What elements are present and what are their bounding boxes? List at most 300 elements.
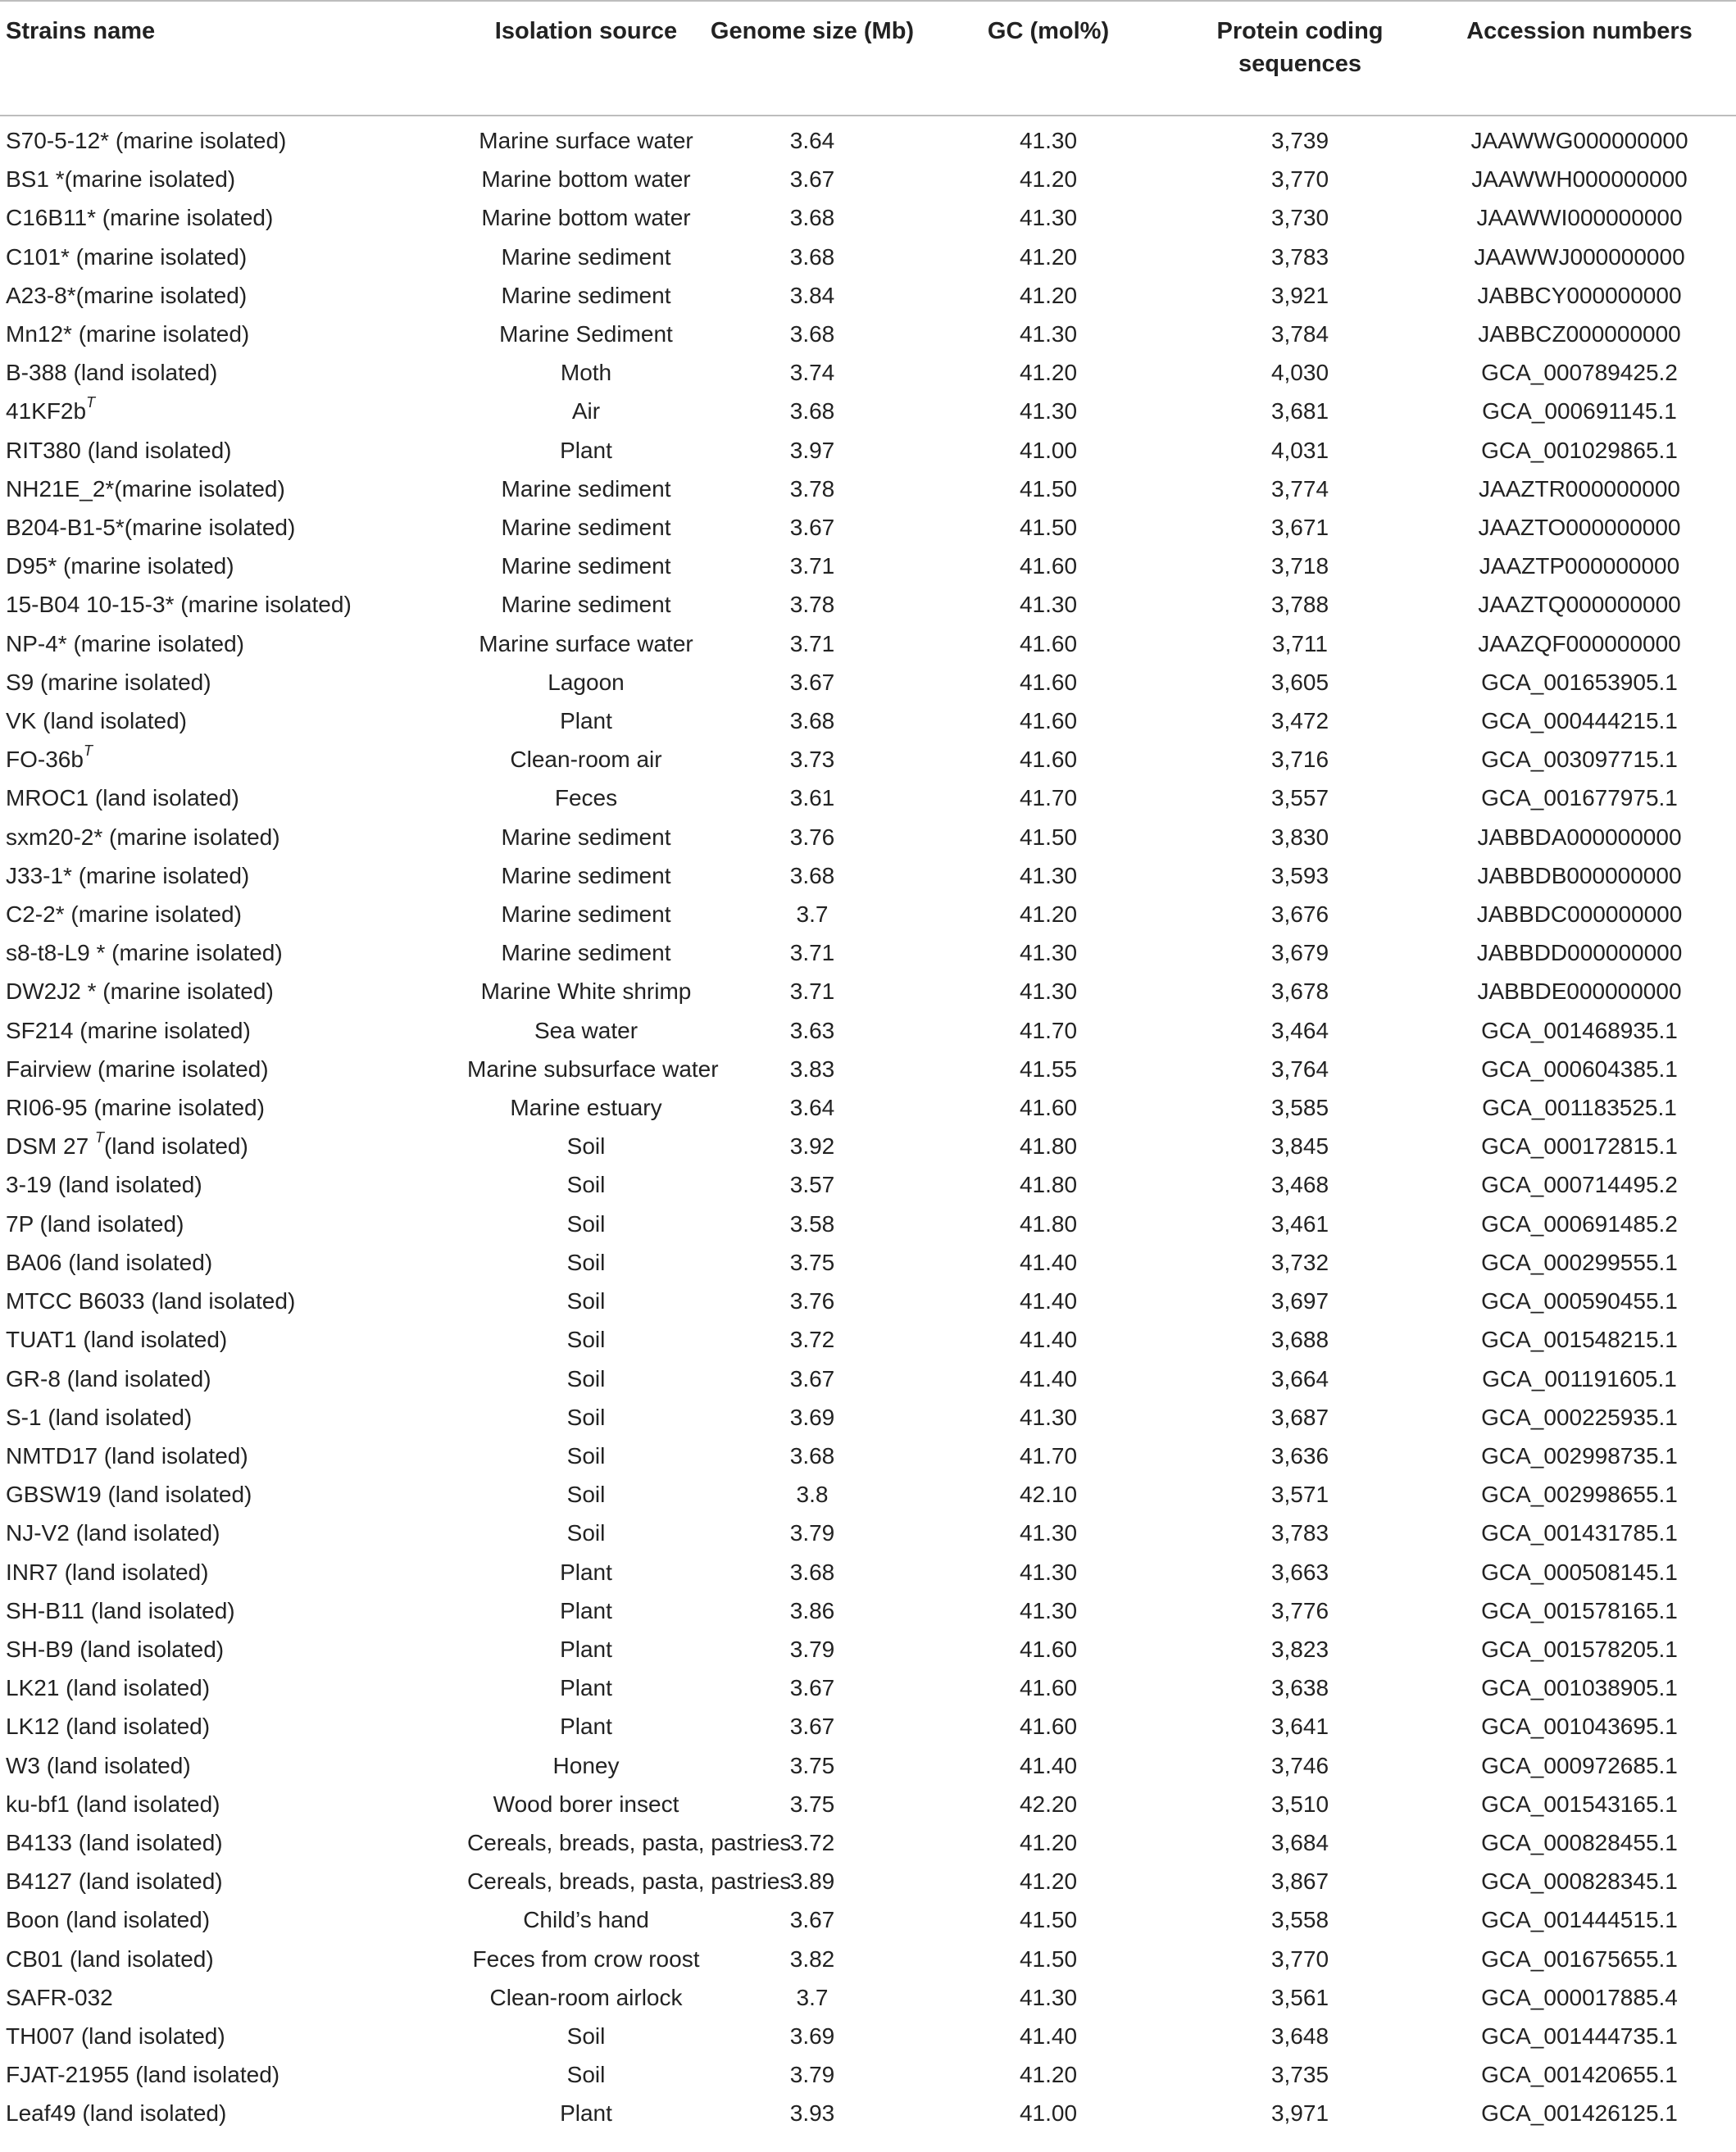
cell-accession: GCA_001543165.1 <box>1481 1791 1678 1817</box>
table-row <box>0 2017 1736 2055</box>
strain-name-text: INR7 (land isolated) <box>6 1559 209 1585</box>
cell-genome-size: 3.68 <box>789 1442 835 1469</box>
cell-genome-size: 3.68 <box>789 243 835 270</box>
cell-protein-count: 3,681 <box>1270 398 1329 424</box>
table-body <box>0 116 1736 2133</box>
cell-genome-size: 3.71 <box>789 553 835 579</box>
cell-gc: 41.50 <box>1019 1907 1078 1933</box>
cell-strain-name <box>0 508 467 547</box>
cell-gc: 41.40 <box>1019 2023 1078 2049</box>
cell-gc: 41.60 <box>1019 1714 1078 1740</box>
table-row <box>0 1050 1736 1088</box>
cell-isolation-source: Clean-room air <box>510 747 662 773</box>
strain-name-text: D95* (marine isolated) <box>6 553 234 579</box>
cell-isolation-source: Soil <box>566 2062 606 2088</box>
strain-name-text: B4133 (land isolated) <box>6 1829 223 1855</box>
cell-genome-size: 3.67 <box>789 1907 835 1933</box>
cell-isolation-source: Cereals, breads, pasta, pastries <box>467 1829 792 1855</box>
strain-name-text: 7P (land isolated) <box>6 1210 184 1237</box>
strain-name-text: SF214 (marine isolated) <box>6 1017 251 1043</box>
cell-isolation-source: Soil <box>566 1404 606 1430</box>
cell-strain-name <box>0 276 467 315</box>
table-row <box>0 392 1736 430</box>
cell-accession: JABBDA000000000 <box>1477 824 1682 850</box>
cell-accession: JABBDD000000000 <box>1476 940 1683 966</box>
table-row <box>0 1707 1736 1746</box>
cell-strain-name <box>0 895 467 933</box>
cell-genome-size: 3.68 <box>789 862 835 888</box>
strain-name-text: VK (land isolated) <box>6 708 188 734</box>
cell-protein-count: 3,739 <box>1270 128 1329 153</box>
cell-isolation-source: Soil <box>566 1249 606 1275</box>
cell-isolation-source: Marine sediment <box>501 243 671 270</box>
cell-genome-size: 3.64 <box>789 128 835 153</box>
cell-strain-name <box>0 1862 467 1900</box>
header-strain: Strains name <box>0 1 467 116</box>
cell-accession: GCA_001426125.1 <box>1481 2100 1678 2127</box>
strain-name-text: CB01 (land isolated) <box>6 1945 214 1972</box>
cell-gc: 41.60 <box>1019 1675 1078 1701</box>
cell-genome-size: 3.93 <box>789 2100 835 2127</box>
cell-isolation-source: Child’s hand <box>523 1907 649 1933</box>
table-row <box>0 1127 1736 1165</box>
cell-isolation-source: Marine sediment <box>501 515 671 541</box>
cell-isolation-source: Plant <box>560 1636 612 1662</box>
cell-accession: GCA_002998655.1 <box>1481 1482 1678 1508</box>
cell-isolation-source: Soil <box>566 1133 606 1160</box>
cell-strain-name <box>0 1553 467 1591</box>
cell-strain-name <box>0 470 467 508</box>
cell-genome-size: 3.68 <box>789 321 835 347</box>
strain-name-text: C101* (marine isolated) <box>6 243 248 270</box>
cell-genome-size: 3.57 <box>789 1172 835 1198</box>
cell-gc: 41.30 <box>1019 321 1078 347</box>
table-row <box>0 779 1736 817</box>
cell-accession: GCA_000789425.2 <box>1481 360 1678 386</box>
cell-isolation-source: Marine White shrimp <box>480 978 692 1005</box>
strain-name-text: TH007 (land isolated) <box>6 2023 225 2049</box>
cell-protein-count: 3,716 <box>1270 747 1329 773</box>
cell-gc: 41.30 <box>1019 1520 1078 1546</box>
cell-protein-count: 3,718 <box>1270 553 1329 579</box>
cell-protein-count: 3,823 <box>1270 1636 1329 1662</box>
cell-isolation-source: Plant <box>560 1597 612 1623</box>
cell-genome-size: 3.75 <box>789 1752 835 1778</box>
cell-accession: GCA_003097715.1 <box>1481 747 1678 773</box>
cell-gc: 41.30 <box>1019 940 1078 966</box>
cell-accession: JABBDE000000000 <box>1477 978 1682 1005</box>
cell-protein-count: 4,031 <box>1270 437 1329 463</box>
cell-strain-name <box>0 972 467 1010</box>
cell-gc: 41.60 <box>1019 553 1078 579</box>
cell-protein-count: 3,688 <box>1270 1327 1329 1353</box>
strain-name-text: SAFR-032 <box>6 1984 113 2010</box>
strain-name-text: A23-8*(marine isolated) <box>6 282 248 308</box>
cell-gc: 41.30 <box>1019 128 1078 153</box>
cell-genome-size: 3.7 <box>796 901 829 928</box>
strain-name-text: B204-B1-5*(marine isolated) <box>6 515 296 541</box>
table-row <box>0 1165 1736 1204</box>
cell-strain-name <box>0 779 467 817</box>
cell-genome-size: 3.7 <box>796 1984 829 2010</box>
cell-strain-name <box>0 1437 467 1475</box>
strain-name-text: GBSW19 (land isolated) <box>6 1482 252 1508</box>
cell-gc: 41.30 <box>1019 862 1078 888</box>
type-strain-superscript: T <box>83 742 93 759</box>
cell-gc: 41.30 <box>1019 592 1078 618</box>
cell-isolation-source: Marine sediment <box>501 824 671 850</box>
strain-name-text: Mn12* (marine isolated) <box>6 321 250 347</box>
strain-name-text: ku-bf1 (land isolated) <box>6 1791 220 1817</box>
cell-strain-name <box>0 1785 467 1823</box>
strain-name-text: 3-19 (land isolated) <box>6 1172 202 1198</box>
header-accession: Accession numbers <box>1423 1 1736 116</box>
cell-gc: 41.50 <box>1019 1945 1078 1972</box>
table-row <box>0 1282 1736 1320</box>
table-row <box>0 2094 1736 2132</box>
table-row <box>0 1205 1736 1243</box>
cell-protein-count: 3,687 <box>1270 1404 1329 1430</box>
strain-name-text: RI06-95 (marine isolated) <box>6 1095 265 1121</box>
strain-name-text: SH-B11 (land isolated) <box>6 1597 235 1623</box>
cell-strain-name <box>0 624 467 663</box>
cell-genome-size: 3.68 <box>789 708 835 734</box>
cell-accession: GCA_000225935.1 <box>1481 1404 1678 1430</box>
cell-strain-name <box>0 933 467 972</box>
cell-accession: GCA_001191605.1 <box>1482 1365 1677 1392</box>
cell-genome-size: 3.79 <box>789 1520 835 1546</box>
strain-name-text: Leaf49 (land isolated) <box>6 2100 227 2127</box>
table-row <box>0 1668 1736 1707</box>
cell-protein-count: 3,593 <box>1270 862 1329 888</box>
cell-strain-name <box>0 740 467 779</box>
strain-name-text: sxm20-2* (marine isolated) <box>6 824 280 850</box>
cell-accession: JAAWWI000000000 <box>1476 205 1683 231</box>
cell-strain-name <box>0 1050 467 1088</box>
cell-isolation-source: Marine surface water <box>479 128 693 153</box>
cell-genome-size: 3.68 <box>789 205 835 231</box>
cell-protein-count: 3,510 <box>1270 1791 1329 1817</box>
cell-protein-count: 3,770 <box>1270 166 1329 193</box>
cell-protein-count: 3,461 <box>1270 1210 1329 1237</box>
cell-gc: 41.30 <box>1019 978 1078 1005</box>
cell-strain-name <box>0 1205 467 1243</box>
cell-accession: GCA_001420655.1 <box>1481 2062 1678 2088</box>
header-source: Isolation source <box>467 1 705 116</box>
cell-accession: GCA_000828345.1 <box>1481 1868 1678 1895</box>
cell-protein-count: 3,605 <box>1270 669 1329 695</box>
cell-accession: GCA_000691145.1 <box>1482 398 1677 424</box>
cell-genome-size: 3.68 <box>789 398 835 424</box>
cell-genome-size: 3.67 <box>789 515 835 541</box>
cell-accession: GCA_000299555.1 <box>1481 1249 1678 1275</box>
cell-strain-name <box>0 1514 467 1552</box>
cell-strain-name <box>0 1360 467 1398</box>
table-row <box>0 856 1736 895</box>
cell-strain-name <box>0 1282 467 1320</box>
cell-strain-name <box>0 1823 467 1862</box>
table-row <box>0 895 1736 933</box>
cell-protein-count: 3,558 <box>1270 1907 1329 1933</box>
cell-gc: 41.20 <box>1019 1829 1078 1855</box>
cell-strain-name <box>0 1243 467 1282</box>
strain-name-text: W3 (land isolated) <box>6 1752 191 1778</box>
cell-accession: GCA_001578205.1 <box>1481 1636 1678 1662</box>
cell-strain-name <box>0 585 467 624</box>
cell-protein-count: 3,730 <box>1270 205 1329 231</box>
cell-accession: GCA_000972685.1 <box>1481 1752 1678 1778</box>
cell-strain-name <box>0 198 467 237</box>
cell-strain-name <box>0 1011 467 1050</box>
header-row <box>0 1 1736 116</box>
cell-accession: JAAZTP000000000 <box>1479 553 1680 579</box>
cell-genome-size: 3.75 <box>789 1791 835 1817</box>
cell-protein-count: 3,585 <box>1270 1095 1329 1121</box>
cell-accession: JAAZTO000000000 <box>1478 515 1681 541</box>
table-row <box>0 585 1736 624</box>
cell-accession: GCA_001444735.1 <box>1481 2023 1678 2049</box>
cell-protein-count: 3,784 <box>1270 321 1329 347</box>
cell-strain-name <box>0 1398 467 1437</box>
cell-isolation-source: Marine Sediment <box>499 321 673 347</box>
table-row <box>0 276 1736 315</box>
cell-isolation-source: Soil <box>566 1172 606 1198</box>
cell-gc: 41.70 <box>1019 1017 1078 1043</box>
cell-isolation-source: Moth <box>560 360 612 386</box>
cell-genome-size: 3.78 <box>789 475 835 502</box>
cell-gc: 41.60 <box>1019 630 1078 656</box>
cell-strain-name <box>0 1320 467 1359</box>
cell-gc: 41.60 <box>1019 708 1078 734</box>
cell-isolation-source: Clean-room airlock <box>489 1984 683 2010</box>
cell-protein-count: 3,663 <box>1270 1559 1329 1585</box>
table-row <box>0 1320 1736 1359</box>
strain-name-text: s8-t8-L9 * (marine isolated) <box>6 940 283 966</box>
cell-isolation-source: Marine surface water <box>479 630 693 656</box>
cell-strain-name <box>0 1088 467 1127</box>
cell-genome-size: 3.58 <box>789 1210 835 1237</box>
table-row <box>0 315 1736 353</box>
cell-accession: JAAZQF000000000 <box>1478 630 1681 656</box>
cell-accession: GCA_001675655.1 <box>1481 1945 1678 1972</box>
cell-gc: 42.10 <box>1019 1482 1078 1508</box>
cell-protein-count: 3,697 <box>1270 1288 1329 1314</box>
cell-isolation-source: Cereals, breads, pasta, pastries <box>467 1868 792 1895</box>
table-row <box>0 1360 1736 1398</box>
cell-strain-name <box>0 1591 467 1630</box>
cell-genome-size: 3.67 <box>789 669 835 695</box>
strain-name-text: S9 (marine isolated) <box>6 669 211 695</box>
cell-gc: 41.60 <box>1019 1095 1078 1121</box>
cell-protein-count: 3,557 <box>1270 785 1329 811</box>
cell-isolation-source: Sea water <box>534 1017 639 1043</box>
cell-isolation-source: Lagoon <box>548 669 625 695</box>
cell-isolation-source: Soil <box>566 1365 606 1392</box>
cell-accession: JAAZTQ000000000 <box>1478 592 1681 618</box>
cell-isolation-source: Plant <box>560 1675 612 1701</box>
cell-protein-count: 3,774 <box>1270 475 1329 502</box>
cell-accession: GCA_001431785.1 <box>1481 1520 1678 1546</box>
strain-name-text: BA06 (land isolated) <box>6 1249 213 1275</box>
table-header <box>0 1 1736 116</box>
cell-isolation-source: Marine sediment <box>501 592 671 618</box>
cell-strain-name <box>0 1940 467 1978</box>
cell-genome-size: 3.71 <box>789 630 835 656</box>
table-row <box>0 116 1736 160</box>
cell-isolation-source: Marine sediment <box>501 282 671 308</box>
cell-gc: 41.40 <box>1019 1249 1078 1275</box>
cell-protein-count: 3,679 <box>1270 940 1329 966</box>
cell-strain-name <box>0 2094 467 2132</box>
cell-protein-count: 3,764 <box>1270 1056 1329 1082</box>
table-row <box>0 972 1736 1010</box>
cell-strain-name <box>0 856 467 895</box>
cell-genome-size: 3.68 <box>789 1559 835 1585</box>
strain-name-text: TUAT1 (land isolated) <box>6 1327 228 1353</box>
cell-genome-size: 3.72 <box>789 1327 835 1353</box>
table-row <box>0 353 1736 392</box>
cell-accession: GCA_001653905.1 <box>1481 669 1678 695</box>
cell-strain-name <box>0 1630 467 1668</box>
cell-strain-name <box>0 547 467 585</box>
cell-protein-count: 3,571 <box>1270 1482 1329 1508</box>
cell-genome-size: 3.74 <box>789 360 835 386</box>
table-row <box>0 1785 1736 1823</box>
cell-strain-name <box>0 353 467 392</box>
cell-accession: GCA_001677975.1 <box>1481 785 1678 811</box>
cell-genome-size: 3.67 <box>789 1365 835 1392</box>
cell-gc: 41.60 <box>1019 669 1078 695</box>
cell-genome-size: 3.79 <box>789 2062 835 2088</box>
cell-gc: 41.50 <box>1019 475 1078 502</box>
cell-genome-size: 3.61 <box>789 785 835 811</box>
strain-name-text: LK12 (land isolated) <box>6 1714 211 1740</box>
cell-gc: 41.55 <box>1019 1056 1078 1082</box>
cell-accession: GCA_001043695.1 <box>1481 1714 1678 1740</box>
cell-genome-size: 3.72 <box>789 1829 835 1855</box>
strain-name-text: S70-5-12* (marine isolated) <box>6 128 287 153</box>
cell-strain-name <box>0 238 467 276</box>
strain-name-text: MTCC B6033 (land isolated) <box>6 1288 296 1314</box>
table-row <box>0 1243 1736 1282</box>
cell-isolation-source: Soil <box>566 1520 606 1546</box>
table-row <box>0 547 1736 585</box>
header-gc: GC (mol%) <box>920 1 1177 116</box>
cell-protein-count: 3,783 <box>1270 1520 1329 1546</box>
cell-gc: 41.20 <box>1019 1868 1078 1895</box>
table-row <box>0 1823 1736 1862</box>
cell-accession: JABBDB000000000 <box>1477 862 1682 888</box>
cell-strain-name <box>0 1978 467 2017</box>
strain-name-text: MROC1 (land isolated) <box>6 785 239 811</box>
cell-gc: 41.20 <box>1019 282 1078 308</box>
cell-strain-name <box>0 2017 467 2055</box>
strain-name-text: BS1 *(marine isolated) <box>6 166 236 193</box>
cell-gc: 41.80 <box>1019 1172 1078 1198</box>
cell-strain-name <box>0 392 467 430</box>
cell-strain-name <box>0 431 467 470</box>
cell-isolation-source: Soil <box>566 2023 606 2049</box>
cell-gc: 41.50 <box>1019 824 1078 850</box>
cell-strain-name <box>0 2055 467 2094</box>
table-row <box>0 198 1736 237</box>
cell-gc: 41.60 <box>1019 747 1078 773</box>
strain-name-text: Fairview (marine isolated) <box>6 1056 269 1082</box>
table-row <box>0 238 1736 276</box>
strain-name-text: NH21E_2*(marine isolated) <box>6 475 285 502</box>
table-row <box>0 818 1736 856</box>
table-row <box>0 701 1736 740</box>
cell-protein-count: 3,472 <box>1270 708 1329 734</box>
cell-isolation-source: Feces <box>554 785 618 811</box>
cell-accession: GCA_000714495.2 <box>1481 1172 1678 1198</box>
cell-genome-size: 3.69 <box>789 1404 835 1430</box>
cell-gc: 41.80 <box>1019 1210 1078 1237</box>
cell-isolation-source: Wood borer insect <box>493 1791 679 1817</box>
cell-protein-count: 3,711 <box>1272 630 1328 656</box>
cell-strain-name <box>0 160 467 198</box>
table-row <box>0 1437 1736 1475</box>
cell-genome-size: 3.89 <box>789 1868 835 1895</box>
cell-genome-size: 3.67 <box>789 1714 835 1740</box>
table-row <box>0 431 1736 470</box>
cell-isolation-source: Marine bottom water <box>481 166 691 193</box>
cell-isolation-source: Plant <box>560 2100 612 2127</box>
strain-name-text: FJAT-21955 (land isolated) <box>6 2062 280 2088</box>
cell-protein-count: 3,788 <box>1270 592 1329 618</box>
type-strain-superscript: T <box>86 394 96 411</box>
strain-name-text: C2-2* (marine isolated) <box>6 901 242 928</box>
cell-protein-count: 3,678 <box>1270 978 1329 1005</box>
strain-name-text: C16B11* (marine isolated) <box>6 205 274 231</box>
table-row <box>0 1862 1736 1900</box>
cell-accession: GCA_000691485.2 <box>1481 1210 1678 1237</box>
cell-protein-count: 3,676 <box>1270 901 1329 928</box>
cell-gc: 41.40 <box>1019 1365 1078 1392</box>
table-row <box>0 740 1736 779</box>
cell-accession: JAAZTR000000000 <box>1479 475 1680 502</box>
table-row <box>0 470 1736 508</box>
cell-gc: 41.00 <box>1019 437 1078 463</box>
type-strain-superscript: T <box>94 1128 104 1146</box>
cell-genome-size: 3.67 <box>789 1675 835 1701</box>
cell-genome-size: 3.97 <box>789 437 835 463</box>
cell-genome-size: 3.75 <box>789 1249 835 1275</box>
strain-name-text: 15-B04 10-15-3* (marine isolated) <box>6 592 352 618</box>
cell-accession: GCA_000444215.1 <box>1481 708 1678 734</box>
cell-protein-count: 3,648 <box>1270 2023 1329 2049</box>
table-row <box>0 1475 1736 1514</box>
cell-protein-count: 3,770 <box>1270 1945 1329 1972</box>
cell-isolation-source: Air <box>571 398 601 424</box>
strain-name-text: FO-36b <box>6 747 84 773</box>
table-row <box>0 1514 1736 1552</box>
cell-genome-size: 3.76 <box>789 1288 835 1314</box>
table-row <box>0 663 1736 701</box>
cell-accession: JAAWWG000000000 <box>1470 128 1688 153</box>
cell-isolation-source: Marine sediment <box>501 901 671 928</box>
cell-isolation-source: Marine estuary <box>510 1095 662 1121</box>
cell-gc: 41.50 <box>1019 515 1078 541</box>
cell-isolation-source: Soil <box>566 1288 606 1314</box>
strain-name-text: S-1 (land isolated) <box>6 1404 193 1430</box>
cell-gc: 41.20 <box>1019 243 1078 270</box>
table-row <box>0 160 1736 198</box>
cell-isolation-source: Plant <box>560 1714 612 1740</box>
strain-name-text: RIT380 (land isolated) <box>6 437 232 463</box>
cell-gc: 41.30 <box>1019 398 1078 424</box>
strain-name-text: DW2J2 * (marine isolated) <box>6 978 274 1005</box>
